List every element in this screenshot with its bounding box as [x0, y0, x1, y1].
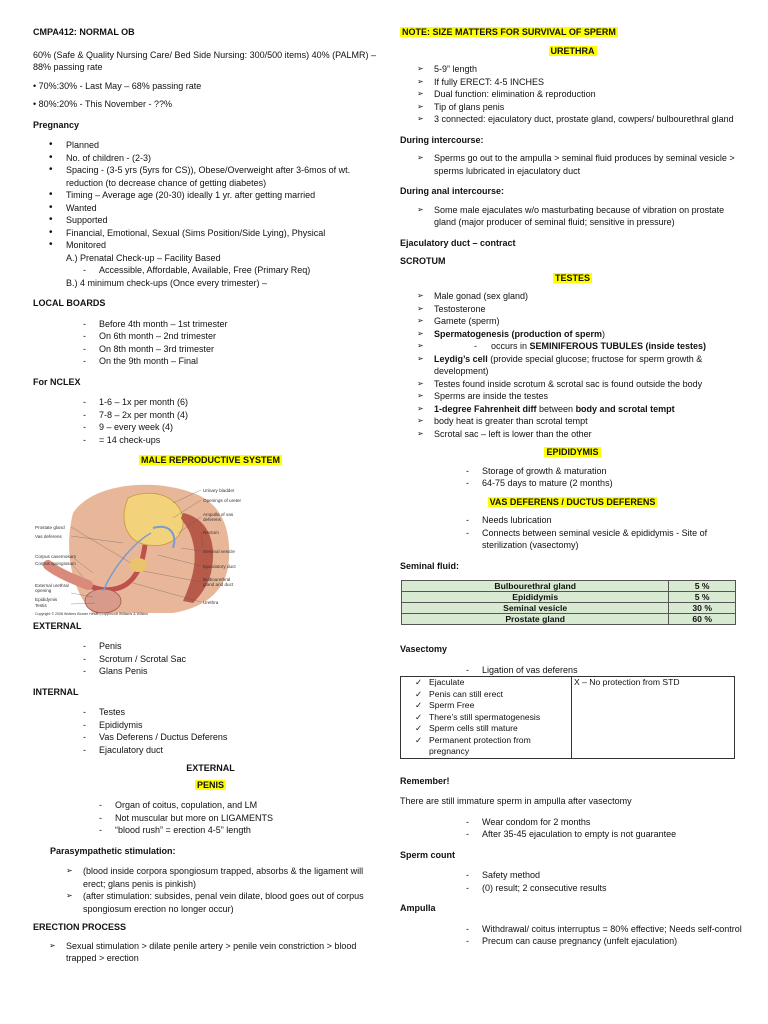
diagram-label: Testis	[35, 602, 47, 608]
list-item: - Scrotum / Scrotal Sac	[83, 653, 388, 666]
external-heading-2: EXTERNAL	[186, 763, 235, 773]
remember-heading: Remember!	[400, 775, 450, 786]
penis-heading: PENIS	[196, 779, 224, 790]
right-column	[400, 26, 745, 948]
list-item: - On the 9th month – Final	[83, 355, 388, 368]
diagram-label: Rectum	[203, 529, 219, 535]
list-item: ✓ Penis can still erect	[411, 689, 569, 701]
list-item: - 7-8 – 2x per month (4)	[83, 409, 388, 422]
urethra-heading: URETHRA	[550, 45, 595, 56]
internal-heading: INTERNAL	[33, 686, 79, 697]
list-item: - Epididymis	[83, 719, 388, 732]
table-cell: X – No protection from STD	[572, 677, 735, 759]
table-cell: Seminal vesicle	[402, 603, 669, 614]
erection-heading: ERECTION PROCESS	[33, 922, 127, 932]
list-item: - Before 4th month – 1st trimester	[83, 318, 388, 331]
vas-deferens-heading: VAS DEFERENS / DUCTUS DEFERENS	[489, 496, 656, 507]
list-item: ➢ Testosterone	[417, 303, 745, 316]
text: )	[602, 328, 606, 339]
vasectomy-table	[400, 676, 735, 759]
vas-deferens-list	[400, 514, 745, 552]
list-item	[417, 353, 745, 378]
intercourse-list	[400, 152, 745, 177]
diagram-label: Openings of ureter	[203, 497, 242, 503]
sperm-count-list	[400, 869, 745, 894]
text: (provide special glucose; fructose for sperm growth & development)	[434, 353, 703, 376]
list-item: - Ligation of vas deferens	[466, 664, 745, 677]
list-item: - After 35-45 ejaculation to empty is not guarantee	[466, 828, 745, 841]
vasectomy-checklist	[403, 677, 569, 758]
diagram-label: Corpus spongiosum	[35, 560, 76, 566]
list-item: ➢ 3 connected: ejaculatory duct, prostate gland, cowpers/ bulbourethral gland	[417, 113, 745, 126]
list-item: ✓ Sperm Free	[411, 700, 569, 712]
bold-text: body and scrotal tempt	[575, 403, 675, 414]
left-column	[33, 26, 388, 965]
list-item: ➢ Gamete (sperm)	[417, 315, 745, 328]
seminal-fluid-heading: Seminal fluid:	[400, 560, 460, 571]
list-item: ➢ Male gonad (sex gland)	[417, 290, 745, 303]
list-item: ➢ Sperms are inside the testes	[417, 390, 745, 403]
local-boards-list	[33, 318, 388, 368]
table-cell: 60 %	[669, 614, 736, 625]
bold-text: Leydig’s cell	[434, 353, 491, 364]
list-item: - Testes	[83, 706, 388, 719]
diagram-label: Ejaculatory duct	[203, 563, 236, 569]
diagram-copyright: Copyright © 2008 Wolters Kluwer Health | Lippincott Williams & Wilkins	[35, 611, 148, 616]
list-item: • Spacing - (3-5 yrs (5yrs for CS)), Obese/Overweight after 3-6mos of wt. reduction (to decrease chance of getting diabetes)	[33, 164, 388, 189]
list-item: - 9 – every week (4)	[83, 421, 388, 434]
diagram-label: Epididymis	[35, 596, 58, 602]
vasectomy-list	[400, 664, 745, 677]
local-boards-heading: LOCAL BOARDS	[33, 298, 106, 308]
bold-text: SEMINIFEROUS TUBULES (inside testes)	[529, 341, 707, 351]
diagram-label: External urethral opening	[35, 582, 69, 593]
diagram-label: Bulbourethral gland and duct	[203, 576, 234, 587]
list-item: • Monitored	[33, 239, 388, 252]
list-item: - Needs lubrication	[466, 514, 745, 527]
list-item: - Accessible, Affordable, Available, Free (Primary Req)	[83, 264, 388, 277]
list-item	[417, 403, 745, 416]
list-item: • No. of children - (2-3)	[33, 152, 388, 165]
bold-text: 1-degree Fahrenheit diff	[434, 403, 540, 414]
external-list	[33, 640, 388, 678]
list-item: - = 14 check-ups	[83, 434, 388, 447]
list-item: - Safety method	[466, 869, 745, 882]
list-item: ✓ There’s still spermatogenesis	[411, 712, 569, 724]
text: occurs in	[491, 341, 530, 351]
list-item: • Planned	[33, 139, 388, 152]
intercourse-heading: During intercourse:	[400, 134, 484, 145]
list-item: ➢ (blood inside corpora spongiosum trapped, absorbs & the ligament will erect; glans penis is pinkish)	[66, 865, 388, 890]
list-item: - Ejaculatory duct	[83, 744, 388, 757]
prenatal-b: B.) 4 minimum check-ups (Once every trimester) –	[66, 277, 268, 288]
list-item: - Wear condom for 2 months	[466, 816, 745, 829]
list-item: - 1-6 – 1x per month (6)	[83, 396, 388, 409]
prenatal-a: A.) Prenatal Check-up – Facility Based	[66, 252, 221, 263]
remember-text: There are still immature sperm in ampulla after vasectomy	[400, 796, 632, 806]
sperm-count-heading: Sperm count	[400, 849, 456, 860]
intro-line-1: 60% (Safe & Quality Nursing Care/ Bed Side Nursing: 300/500 items) 40% (PALMR) – 88% passing rate	[33, 49, 376, 72]
diagram-label: Vas deferens	[35, 533, 62, 539]
anal-intercourse-heading: During anal intercourse:	[400, 186, 505, 196]
list-item: ➢ Tip of glans penis	[417, 101, 745, 114]
list-item: ➢ Sperms go out to the ampulla > seminal fluid produces by seminal vesicle > sperms lubricated in ejaculatory duct	[417, 152, 745, 177]
nclex-list	[33, 396, 388, 446]
list-item: - Precum can cause pregnancy (unfelt ejaculation)	[466, 935, 745, 948]
diagram-label: Urinary bladder	[203, 487, 235, 493]
urethra-list	[400, 63, 745, 126]
anatomy-illustration	[33, 473, 278, 618]
table-cell: Prostate gland	[402, 614, 669, 625]
list-item: ➢ Scrotal sac – left is lower than the other	[417, 428, 745, 441]
list-item: ➢ Dual function: elimination & reproduction	[417, 88, 745, 101]
ejaculatory-duct-note: Ejaculatory duct – contract	[400, 237, 516, 248]
seminal-fluid-table	[401, 580, 736, 625]
list-item: ➢ body heat is greater than scrotal tempt	[417, 415, 745, 428]
internal-list	[33, 706, 388, 756]
table-cell: 5 %	[669, 592, 736, 603]
list-item: ✓ Permanent protection from pregnancy	[411, 735, 569, 758]
list-subitem: ➢ - occurs in SEMINIFEROUS TUBULES (inside testes)	[417, 340, 745, 353]
list-item: - Connects between seminal vesicle & epididymis - Site of sterilization (vasectomy)	[466, 527, 745, 552]
parasympathetic-heading: Parasympathetic stimulation:	[50, 845, 176, 856]
list-item: - (0) result; 2 consecutive results	[466, 882, 745, 895]
document-title: CMPA412: NORMAL OB	[33, 27, 135, 37]
pregnancy-list	[33, 139, 388, 252]
ampulla-list	[400, 923, 745, 948]
list-item: - 64-75 days to mature (2 months)	[466, 477, 745, 490]
anal-intercourse-list	[400, 204, 745, 229]
ampulla-heading: Ampulla	[400, 903, 436, 913]
list-item: ✓ Ejaculate	[411, 677, 569, 689]
scrotum-heading: SCROTUM	[400, 256, 446, 266]
note-heading: NOTE: SIZE MATTERS FOR SURVIVAL OF SPERM	[402, 27, 616, 37]
prenatal-a-sublist	[33, 264, 388, 277]
list-item: - Vas Deferens / Ductus Deferens	[83, 731, 388, 744]
table-row	[402, 614, 736, 625]
diagram-label: Seminal vesicle	[203, 548, 235, 554]
list-item: - Glans Penis	[83, 665, 388, 678]
nclex-heading: For NCLEX	[33, 376, 81, 387]
diagram-label: Ampulla of vas deferens	[203, 511, 234, 522]
list-item: • Supported	[33, 214, 388, 227]
list-item: ✓ Sperm cells still mature	[411, 723, 569, 735]
list-item: • Wanted	[33, 202, 388, 215]
diagram-label: Prostate gland	[35, 524, 65, 530]
intro-line-2: • 70%:30% - Last May – 68% passing rate	[33, 80, 202, 91]
diagram-label: Urethra	[203, 599, 219, 605]
list-item: - Withdrawal/ coitus interruptus = 80% effective; Needs self-control	[466, 923, 745, 936]
table-cell: 30 %	[669, 603, 736, 614]
list-item: - Penis	[83, 640, 388, 653]
pregnancy-heading: Pregnancy	[33, 119, 80, 130]
table-cell	[401, 677, 572, 759]
male-repro-heading: MALE REPRODUCTIVE SYSTEM	[140, 455, 280, 465]
testes-heading: TESTES	[554, 272, 590, 283]
list-item: - Not muscular but more on LIGAMENTS	[99, 812, 388, 825]
table-row	[402, 592, 736, 603]
list-item: ➢ Sexual stimulation > dilate penile artery > penile vein constriction > blood trapped > erection	[49, 940, 388, 965]
list-item: ➢ (after stimulation: subsides, penal vein dilate, blood goes out of corpus spongiosum erection no longer occur)	[66, 890, 388, 915]
parasympathetic-list	[33, 865, 388, 915]
list-item: ➢ 5-9” length	[417, 63, 745, 76]
table-cell: Epididymis	[402, 592, 669, 603]
list-item: - Storage of growth & maturation	[466, 465, 745, 478]
intro-line-3: • 80%:20% - This November - ??%	[33, 99, 173, 109]
list-item: ➢ If fully ERECT: 4-5 INCHES	[417, 76, 745, 89]
testes-list	[400, 290, 745, 440]
remember-list	[400, 816, 745, 841]
vasectomy-heading: Vasectomy	[400, 644, 448, 654]
table-cell: 5 %	[669, 581, 736, 592]
table-row	[401, 677, 735, 759]
list-item: • Timing – Average age (20-30) ideally 1 yr. after getting married	[33, 189, 388, 202]
male-reproductive-diagram	[33, 473, 278, 618]
external-heading: EXTERNAL	[33, 620, 82, 631]
list-item: - Organ of coitus, copulation, and LM	[99, 799, 388, 812]
text: between	[539, 403, 576, 414]
penis-list	[33, 799, 388, 837]
diagram-label: Corpus cavernosum	[35, 553, 77, 559]
epididymis-list	[400, 465, 745, 490]
list-item: - On 6th month – 2nd trimester	[83, 330, 388, 343]
table-row	[402, 603, 736, 614]
epididymis-heading: EPIDIDYMIS	[546, 447, 599, 457]
list-item	[417, 328, 745, 341]
list-item: ➢ Testes found inside scrotum & scrotal sac is found outside the body	[417, 378, 745, 391]
list-item: - On 8th month – 3rd trimester	[83, 343, 388, 356]
list-item: ➢ Some male ejaculates w/o masturbating because of vibration on prostate gland (major producer of seminal fluid; sensitive in pressure)	[417, 204, 745, 229]
erection-list	[33, 940, 388, 965]
list-item: - “blood rush” = erection 4-5” length	[99, 824, 388, 837]
list-item: • Financial, Emotional, Sexual (Sims Position/Side Lying), Physical	[33, 227, 388, 240]
bold-text: Spermatogenesis (production of sperm	[434, 328, 603, 339]
table-row	[402, 581, 736, 592]
table-cell: Bulbourethral gland	[402, 581, 669, 592]
